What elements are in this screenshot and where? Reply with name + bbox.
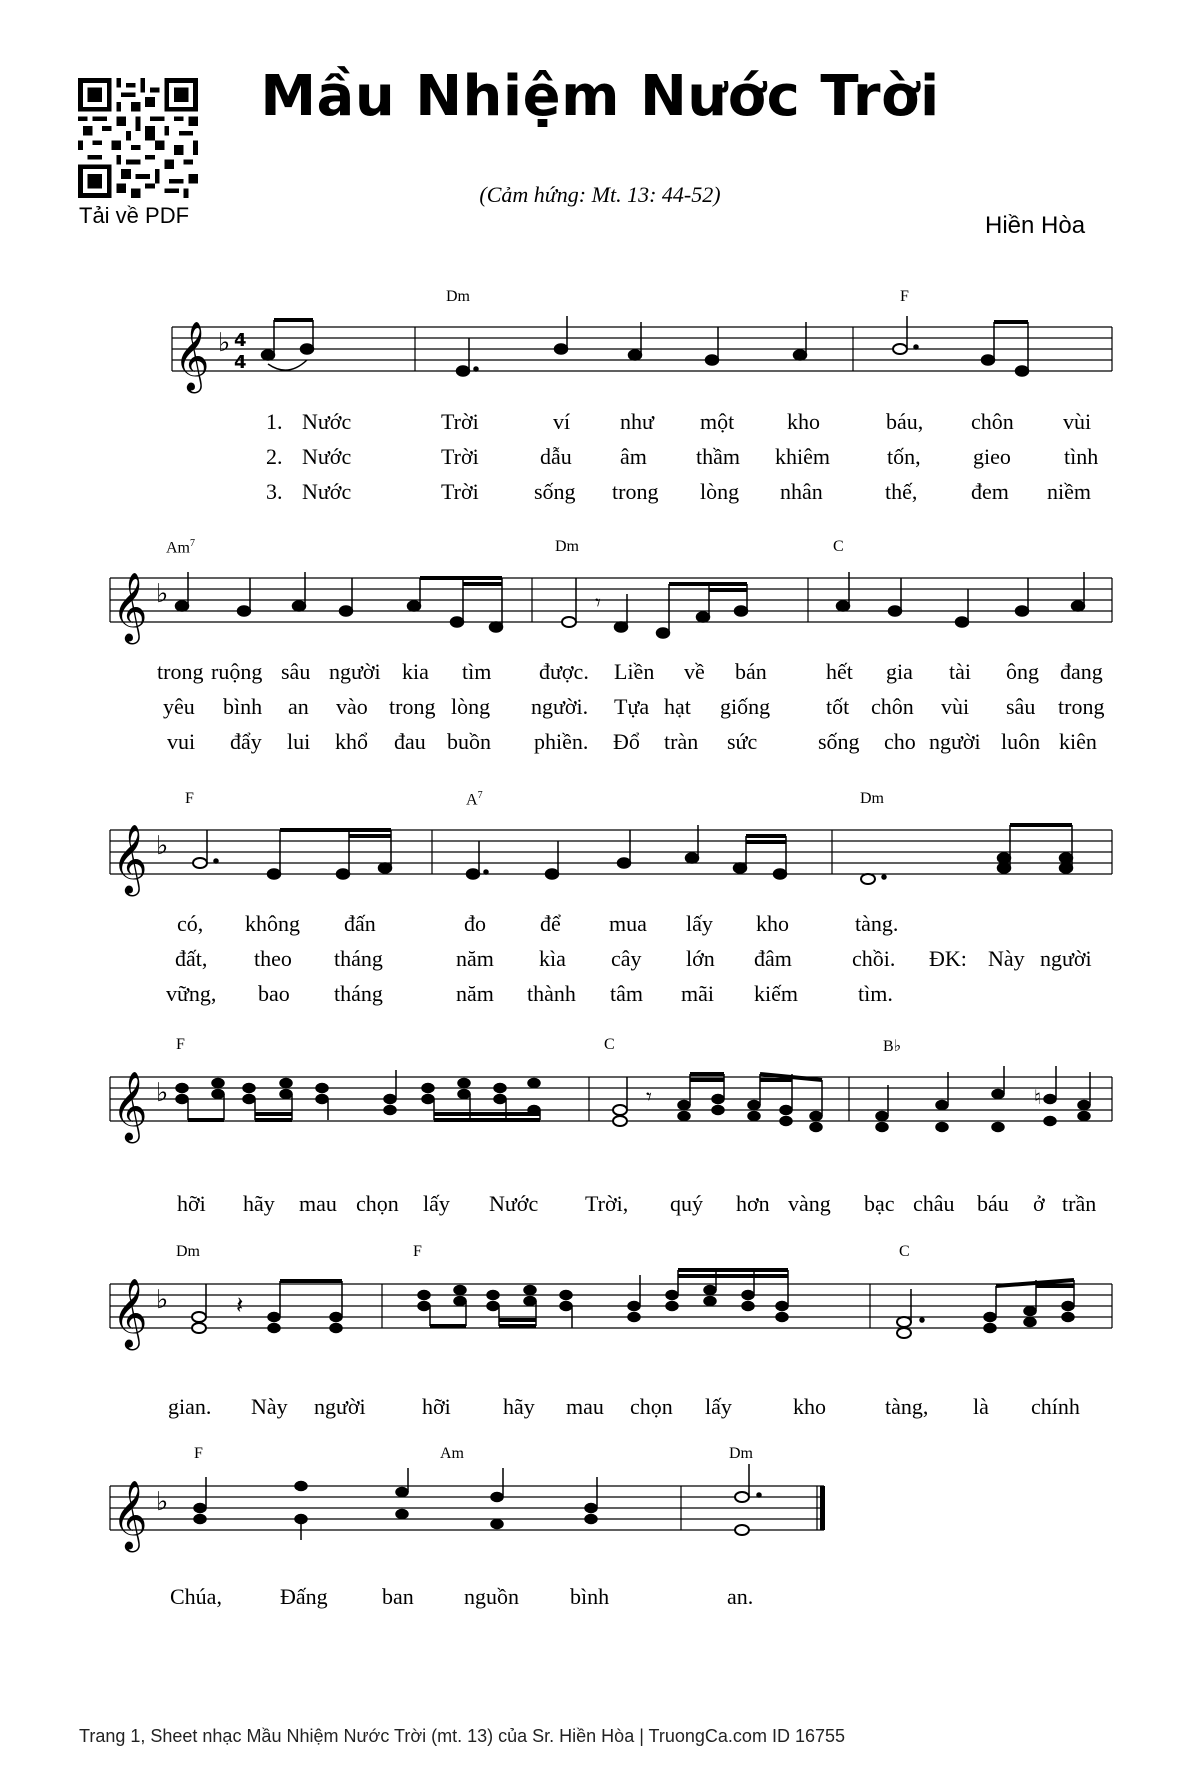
verse-number: 3. xyxy=(266,479,283,504)
lyric-word: mau xyxy=(566,1394,604,1419)
chord-symbol: F xyxy=(176,1036,185,1053)
lyric-word: trong xyxy=(1058,694,1105,719)
chord-symbol: Am xyxy=(440,1445,464,1462)
lyric-word: năm xyxy=(456,946,494,971)
lyric-line xyxy=(0,729,1200,757)
lyric-word: gian. xyxy=(168,1394,212,1419)
lyric-word: đau xyxy=(394,729,426,754)
lyric-line xyxy=(0,946,1200,974)
lyric-word: bạc xyxy=(864,1191,895,1216)
lyric-word: kia xyxy=(402,659,429,684)
lyric-word: Đổ xyxy=(613,729,640,754)
lyric-word: Đấng xyxy=(280,1584,328,1609)
svg-text:♭: ♭ xyxy=(156,1487,169,1517)
music-staff xyxy=(0,1255,1200,1355)
lyric-word: sức xyxy=(727,729,758,754)
lyric-word: đo xyxy=(464,911,486,936)
lyric-word: báu, xyxy=(886,409,924,434)
lyric-word: như xyxy=(620,409,654,434)
lyric-word: ông xyxy=(1006,659,1039,684)
lyric-word: Nước xyxy=(489,1191,539,1216)
lyric-word: ở xyxy=(1033,1191,1045,1216)
lyric-word: khiêm xyxy=(775,444,830,469)
lyric-word: hết xyxy=(826,659,853,684)
lyric-line xyxy=(0,1394,1200,1422)
lyric-word: vững, xyxy=(166,981,217,1006)
lyric-word: ruộng xyxy=(211,659,263,684)
chord-symbol: C xyxy=(604,1036,615,1053)
svg-text:𝄞: 𝄞 xyxy=(112,1480,148,1550)
chord-symbol: F xyxy=(185,790,194,807)
chord-symbol: C xyxy=(899,1243,910,1260)
lyric-word: đất, xyxy=(175,946,208,971)
lyric-word: lòng xyxy=(451,694,491,719)
lyric-word: sâu xyxy=(281,659,311,684)
lyric-word: thế, xyxy=(885,479,918,504)
lyric-word: an xyxy=(288,694,309,719)
lyric-word: người. xyxy=(531,694,589,719)
lyric-word: chôn xyxy=(871,694,914,719)
lyric-word: sống xyxy=(534,479,576,504)
svg-text:𝄾: 𝄾 xyxy=(595,591,601,616)
lyric-line xyxy=(0,911,1200,939)
chord-symbol: Dm xyxy=(729,1445,753,1462)
lyric-line xyxy=(0,479,1200,507)
lyric-word: buồn xyxy=(447,729,491,754)
music-staff xyxy=(0,300,1200,400)
lyric-word: lấy xyxy=(705,1394,732,1419)
lyric-word: Nước xyxy=(302,409,352,434)
lyric-word: kiếm xyxy=(754,981,798,1006)
lyric-word: ĐK: xyxy=(929,946,967,971)
lyric-word: theo xyxy=(254,946,292,971)
lyric-word: tìm. xyxy=(858,981,893,1006)
chord-symbol: F xyxy=(900,288,909,305)
lyric-word: tháng xyxy=(334,981,383,1006)
lyric-word: đẩy xyxy=(230,729,262,754)
lyric-word: quý xyxy=(670,1191,703,1216)
svg-text:𝄞: 𝄞 xyxy=(112,1071,148,1141)
lyric-word: lấy xyxy=(686,911,713,936)
svg-text:♭: ♭ xyxy=(156,1285,169,1315)
lyric-word: hãy xyxy=(243,1191,275,1216)
chord-symbol: B♭ xyxy=(883,1038,902,1055)
music-staff xyxy=(0,1050,1200,1150)
svg-text:𝄽: 𝄽 xyxy=(236,1291,244,1319)
verse-number: 1. xyxy=(266,409,283,434)
song-subtitle: (Cảm hứng: Mt. 13: 44-52) xyxy=(479,182,721,207)
lyric-line xyxy=(0,409,1200,437)
lyric-word: báu xyxy=(977,1191,1009,1216)
lyric-word: Này xyxy=(251,1394,288,1419)
lyric-word: người xyxy=(1040,946,1092,971)
lyric-word: chính xyxy=(1031,1394,1080,1419)
lyric-word: dẫu xyxy=(540,444,572,469)
lyric-word: nhân xyxy=(780,479,823,504)
lyric-word: sống xyxy=(818,729,860,754)
lyric-word: tình xyxy=(1064,444,1099,469)
lyric-word: mau xyxy=(299,1191,337,1216)
lyric-line xyxy=(0,1584,1200,1612)
chord-symbol: Dm xyxy=(860,790,884,807)
lyric-word: Trời, xyxy=(585,1191,629,1216)
lyric-word: kho xyxy=(756,911,789,936)
lyric-word: một xyxy=(700,409,735,434)
svg-text:𝄾: 𝄾 xyxy=(646,1085,652,1110)
lyric-word: hỡi xyxy=(177,1191,206,1216)
lyric-word: lui xyxy=(287,729,311,754)
lyric-word: tìm xyxy=(462,659,492,684)
chord-symbol: C xyxy=(833,538,844,555)
svg-text:♭: ♭ xyxy=(156,1078,169,1108)
lyric-word: gia xyxy=(886,659,913,684)
lyric-word: Trời xyxy=(441,479,479,504)
lyric-word: tốt xyxy=(826,694,850,719)
chord-symbol: Dm xyxy=(555,538,579,555)
svg-text:𝄞: 𝄞 xyxy=(112,1278,148,1348)
svg-text:♭: ♭ xyxy=(156,579,169,609)
lyric-word: gieo xyxy=(973,444,1011,469)
lyric-word: bình xyxy=(223,694,263,719)
composer-name: Hiền Hòa xyxy=(985,212,1086,239)
lyric-word: vàng xyxy=(788,1191,831,1216)
svg-text:𝄞: 𝄞 xyxy=(112,572,148,642)
lyric-word: tháng xyxy=(334,946,383,971)
svg-text:♮: ♮ xyxy=(1034,1085,1042,1109)
lyric-line xyxy=(0,981,1200,1009)
lyric-word: trần xyxy=(1062,1191,1097,1216)
svg-text:♭: ♭ xyxy=(218,328,231,358)
lyric-word: vui xyxy=(167,729,196,754)
lyric-word: Tựa xyxy=(614,694,650,719)
lyric-word: tâm xyxy=(610,981,643,1006)
svg-text:𝄞: 𝄞 xyxy=(174,321,210,391)
lyric-word: không xyxy=(245,911,300,936)
lyric-word: người xyxy=(329,659,381,684)
lyric-word: Trời xyxy=(441,444,479,469)
lyric-word: cây xyxy=(611,946,642,971)
lyric-word: tàng. xyxy=(855,911,899,936)
lyric-word: bình xyxy=(570,1584,610,1609)
lyric-word: trong xyxy=(612,479,659,504)
music-staff xyxy=(0,800,1200,900)
lyric-word: Nước xyxy=(302,479,352,504)
lyric-word: mãi xyxy=(681,981,714,1006)
lyric-word: tràn xyxy=(664,729,699,754)
lyric-word: chọn xyxy=(356,1191,399,1216)
lyric-word: kìa xyxy=(539,946,566,971)
lyric-word: tốn, xyxy=(887,444,921,469)
lyric-word: trong xyxy=(157,659,204,684)
lyric-word: bao xyxy=(258,981,290,1006)
lyric-word: ví xyxy=(553,409,571,434)
music-staff xyxy=(0,550,1200,650)
lyric-word: tài xyxy=(949,659,971,684)
svg-text:4: 4 xyxy=(234,330,247,351)
lyric-word: mua xyxy=(609,911,647,936)
lyric-word: an. xyxy=(727,1584,754,1609)
lyric-word: lớn xyxy=(686,946,715,971)
music-staff xyxy=(0,1455,1200,1555)
lyric-word: vùi xyxy=(1063,409,1092,434)
page-footer: Trang 1, Sheet nhạc Mầu Nhiệm Nước Trời (mt. 13) của Sr. Hiền Hòa | TruongCa.com ID 16755 xyxy=(79,1726,845,1746)
lyric-word: Này xyxy=(988,946,1025,971)
lyric-word: đâm xyxy=(754,946,792,971)
lyric-word: niềm xyxy=(1047,479,1091,504)
lyric-word: châu xyxy=(913,1191,955,1216)
song-title: Mầu Nhiệm Nước Trời xyxy=(260,64,940,129)
svg-text:♭: ♭ xyxy=(156,831,169,861)
lyric-word: chọn xyxy=(630,1394,673,1419)
lyric-word: vùi xyxy=(941,694,970,719)
lyric-line xyxy=(0,694,1200,722)
lyric-word: đang xyxy=(1060,659,1103,684)
lyric-word: hãy xyxy=(503,1394,535,1419)
lyric-word: lòng xyxy=(700,479,740,504)
lyric-word: Trời xyxy=(441,409,479,434)
lyric-word: cho xyxy=(884,729,916,754)
lyric-word: để xyxy=(540,911,561,936)
chord-symbol: Dm xyxy=(446,288,470,305)
lyric-word: đấn xyxy=(344,911,376,936)
svg-text:4: 4 xyxy=(234,352,247,373)
lyric-word: về xyxy=(684,659,705,684)
lyric-word: phiền. xyxy=(534,729,589,754)
lyric-line xyxy=(0,444,1200,472)
lyric-word: bán xyxy=(735,659,767,684)
lyric-word: chồi. xyxy=(852,946,896,971)
lyric-word: luôn xyxy=(1001,729,1041,754)
lyric-word: hạt xyxy=(664,694,691,719)
lyric-word: ban xyxy=(382,1584,414,1609)
lyric-word: chôn xyxy=(971,409,1014,434)
lyric-word: âm xyxy=(620,444,647,469)
lyric-word: được. xyxy=(539,659,589,684)
chord-symbol: Dm xyxy=(176,1243,200,1260)
chord-symbol: F xyxy=(413,1243,422,1260)
lyric-word: nguồn xyxy=(464,1584,519,1609)
lyric-word: hỡi xyxy=(422,1394,451,1419)
lyric-word: có, xyxy=(177,911,204,936)
lyric-word: trong xyxy=(389,694,436,719)
lyric-word: thành xyxy=(527,981,576,1006)
svg-text:𝄞: 𝄞 xyxy=(112,824,148,894)
verse-number: 2. xyxy=(266,444,283,469)
lyric-word: Liền xyxy=(614,659,655,684)
lyric-word: Chúa, xyxy=(170,1584,222,1609)
lyric-word: người xyxy=(314,1394,366,1419)
download-pdf-label[interactable]: Tải về PDF xyxy=(79,203,190,228)
lyric-word: giống xyxy=(720,694,771,719)
lyric-word: là xyxy=(973,1394,989,1419)
lyric-word: kho xyxy=(793,1394,826,1419)
lyric-word: năm xyxy=(456,981,494,1006)
lyric-line xyxy=(0,1191,1200,1219)
lyric-word: khổ xyxy=(335,729,368,754)
lyric-word: đem xyxy=(971,479,1009,504)
lyric-word: kho xyxy=(787,409,820,434)
lyric-word: Nước xyxy=(302,444,352,469)
lyric-word: người xyxy=(929,729,981,754)
lyric-word: hơn xyxy=(736,1191,770,1216)
lyric-word: sâu xyxy=(1006,694,1036,719)
lyric-line xyxy=(0,659,1200,687)
lyric-word: lấy xyxy=(423,1191,450,1216)
chord-symbol: Am$^7$ xyxy=(166,538,195,557)
lyric-word: kiên xyxy=(1059,729,1097,754)
chord-symbol: $A^7$ xyxy=(466,790,483,809)
lyric-word: yêu xyxy=(163,694,195,719)
lyric-word: tàng, xyxy=(885,1394,929,1419)
lyric-word: thầm xyxy=(696,444,740,469)
lyric-word: vào xyxy=(336,694,368,719)
chord-symbol: F xyxy=(194,1445,203,1462)
